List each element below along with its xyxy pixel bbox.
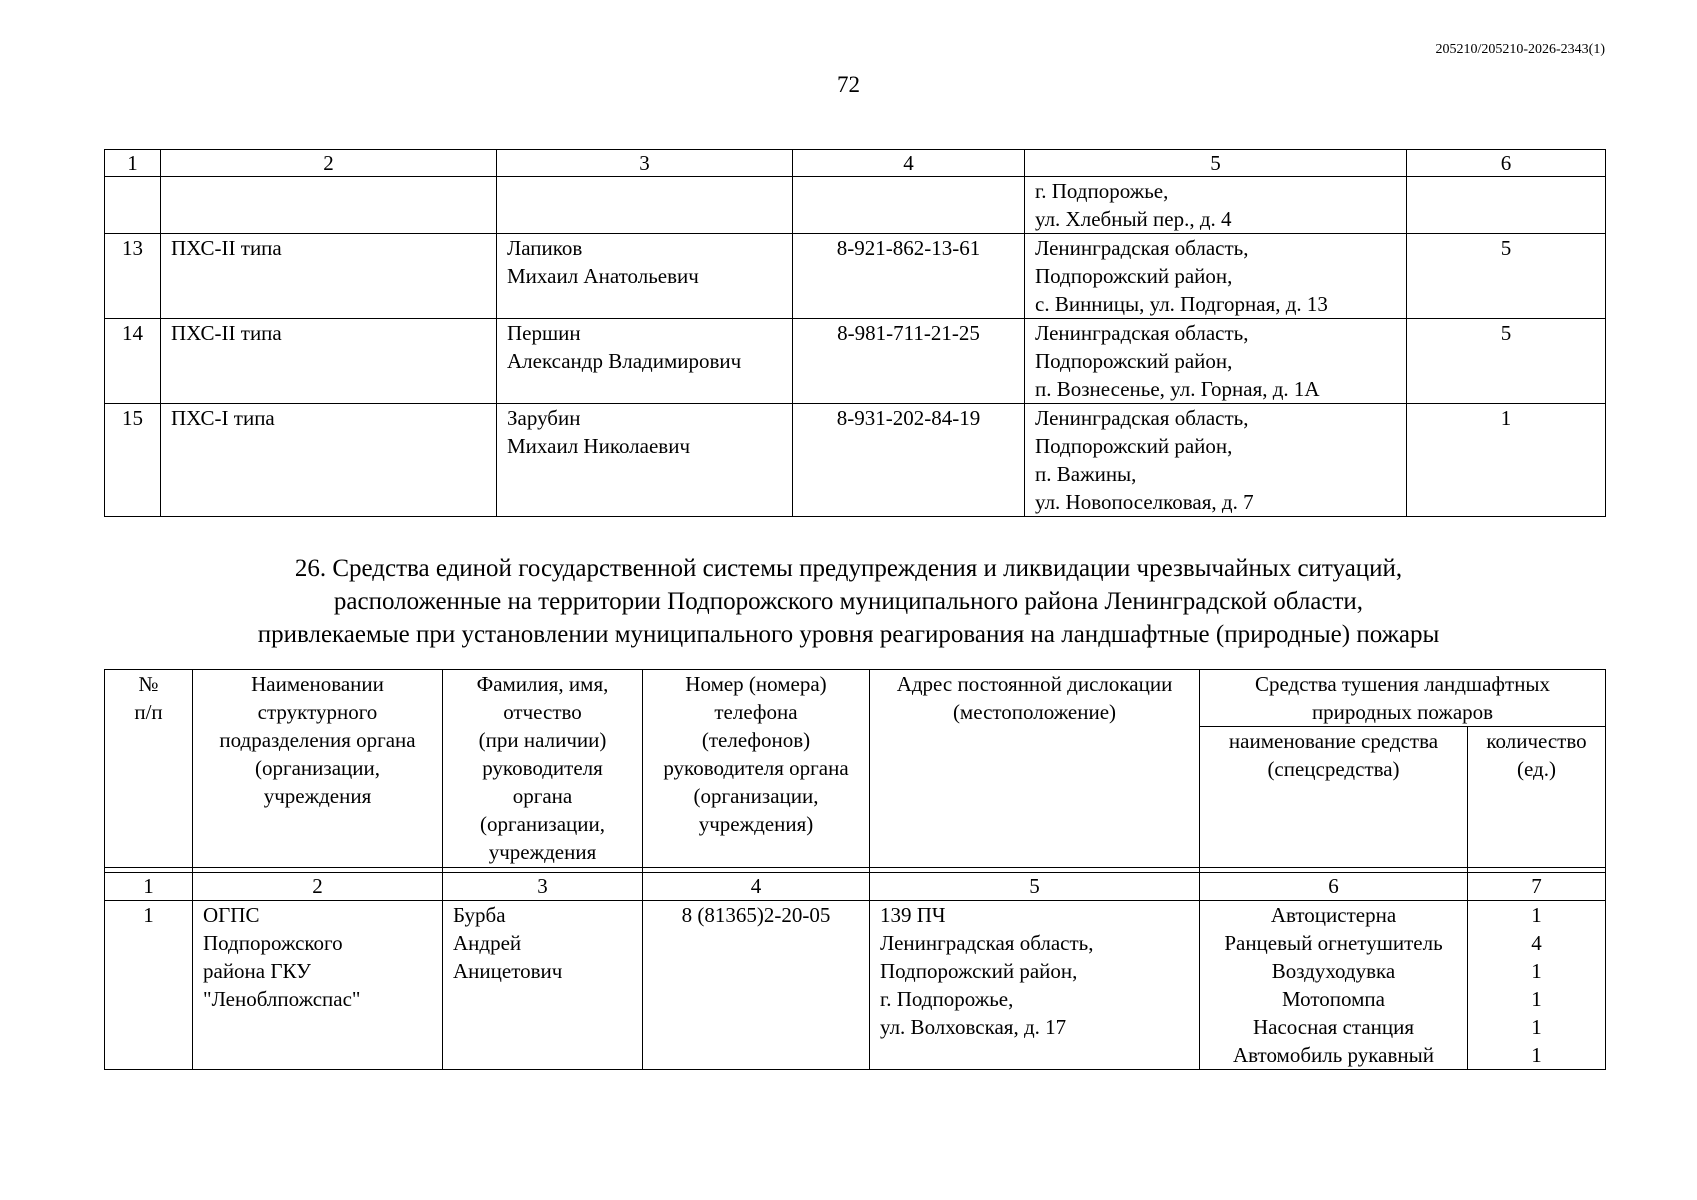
header-means-name: наименование средства (спецсредства) — [1200, 727, 1468, 868]
responsible-name — [497, 177, 793, 234]
address: г. Подпорожье, ул. Хлебный пер., д. 4 — [1025, 177, 1407, 234]
col-number: 2 — [193, 873, 443, 901]
phone-number: 8-981-711-21-25 — [793, 319, 1025, 404]
table-row — [105, 901, 1606, 1070]
col-number: 3 — [443, 873, 643, 901]
address: Ленинградская область, Подпорожский район, п. Вознесенье, ул. Горная, д. 1А — [1025, 319, 1407, 404]
header-address: Адрес постоянной дислокации (местоположение) — [870, 670, 1200, 868]
responsible-name: Зарубин Михаил Николаевич — [497, 404, 793, 517]
count: 5 — [1407, 234, 1606, 319]
col-number: 6 — [1200, 873, 1468, 901]
table-row — [105, 319, 1606, 404]
fire-means-table — [104, 669, 1606, 1070]
equipment-table-continued — [104, 149, 1606, 517]
page-number: 72 — [837, 72, 860, 97]
col-number: 5 — [870, 873, 1200, 901]
equipment-type — [161, 177, 497, 234]
row-number: 13 — [105, 234, 161, 319]
table-column-numbers — [105, 873, 1606, 901]
means-counts: 1 4 1 1 1 1 — [1468, 901, 1606, 1070]
address: Ленинградская область, Подпорожский район, п. Важины, ул. Новопоселковая, д. 7 — [1025, 404, 1407, 517]
phone-number: 8-931-202-84-19 — [793, 404, 1025, 517]
header-unit: Наименовании структурного подразделения органа (организации, учреждения — [193, 670, 443, 868]
equipment-type: ПХС-II типа — [161, 234, 497, 319]
count: 1 — [1407, 404, 1606, 517]
count: 5 — [1407, 319, 1606, 404]
phone-number: 8 (81365)2-20-05 — [643, 901, 870, 1070]
table-row — [105, 177, 1606, 234]
means-names: Автоцистерна Ранцевый огнетушитель Воздуходувка Мотопомпа Насосная станция Автомобиль рукавный — [1200, 901, 1468, 1070]
col-number: 3 — [497, 150, 793, 177]
unit-name: ОГПС Подпорожского района ГКУ "Леноблпожспас" — [193, 901, 443, 1070]
row-number: 14 — [105, 319, 161, 404]
phone-number — [793, 177, 1025, 234]
row-number: 1 — [105, 901, 193, 1070]
head-name: Бурба Андрей Аницетович — [443, 901, 643, 1070]
responsible-name: Першин Александр Владимирович — [497, 319, 793, 404]
col-number: 6 — [1407, 150, 1606, 177]
col-number: 4 — [643, 873, 870, 901]
col-number: 2 — [161, 150, 497, 177]
col-number: 4 — [793, 150, 1025, 177]
address: Ленинградская область, Подпорожский район, с. Винницы, ул. Подгорная, д. 13 — [1025, 234, 1407, 319]
document-id: 205210/205210-2026-2343(1) — [1435, 42, 1605, 57]
col-number: 7 — [1468, 873, 1606, 901]
table-column-numbers — [105, 150, 1606, 177]
phone-number: 8-921-862-13-61 — [793, 234, 1025, 319]
equipment-type: ПХС-II типа — [161, 319, 497, 404]
col-number: 1 — [105, 873, 193, 901]
address: 139 ПЧ Ленинградская область, Подпорожский район, г. Подпорожье, ул. Волховская, д. 17 — [870, 901, 1200, 1070]
section-title: 26. Средства единой государственной системы предупреждения и ликвидации чрезвычайных ситуаций, расположенные на территории Подпорожского муниципального района Ленинградской области, привлекаемые при установлении муниципального уровня реагирования на ландшафтные (природные) пожары — [257, 555, 1440, 648]
header-phone: Номер (номера) телефона (телефонов) руководителя органа (организации, учреждения) — [643, 670, 870, 868]
col-number: 1 — [105, 150, 161, 177]
equipment-type: ПХС-I типа — [161, 404, 497, 517]
table-row — [105, 234, 1606, 319]
row-number: 15 — [105, 404, 161, 517]
header-num: № п/п — [105, 670, 193, 868]
header-means-count: количество (ед.) — [1468, 727, 1606, 868]
header-head: Фамилия, имя, отчество (при наличии) руководителя органа (организации, учреждения — [443, 670, 643, 868]
header-means: Средства тушения ландшафтных природных пожаров — [1200, 670, 1606, 727]
count — [1407, 177, 1606, 234]
col-number: 5 — [1025, 150, 1407, 177]
table-header-row — [105, 670, 1606, 727]
table-row — [105, 404, 1606, 517]
responsible-name: Лапиков Михаил Анатольевич — [497, 234, 793, 319]
row-number — [105, 177, 161, 234]
